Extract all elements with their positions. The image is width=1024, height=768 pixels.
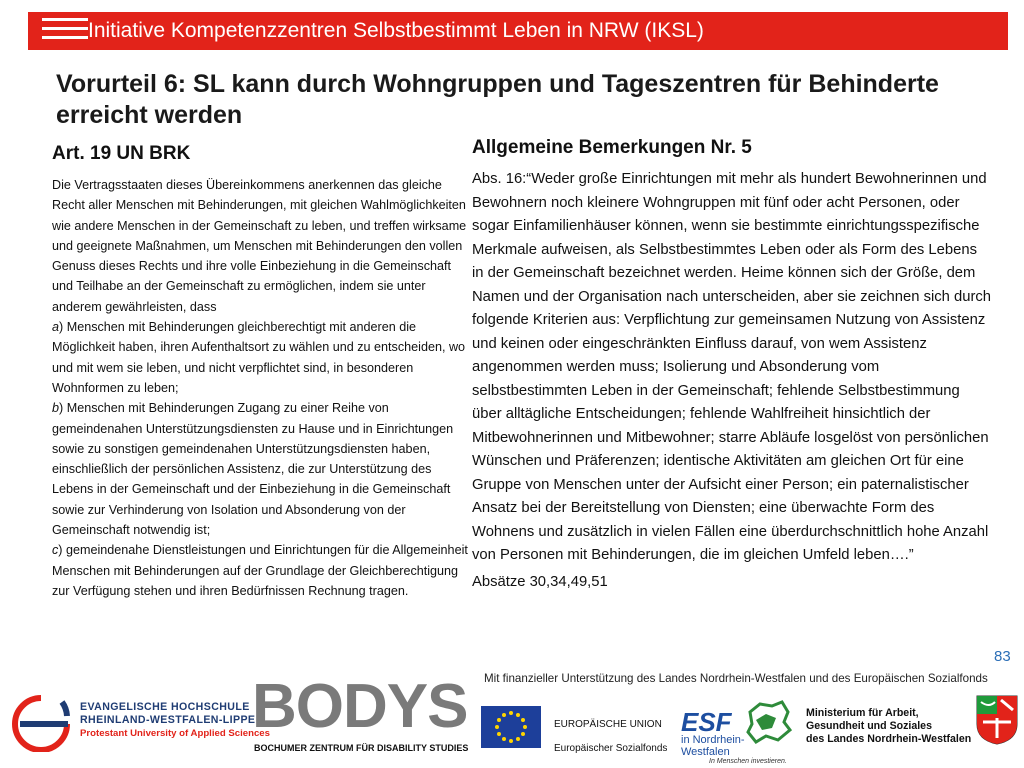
eu-flag-icon [481,706,541,748]
clause-a: a) Menschen mit Behinderungen gleichberechtigt mit anderen die Möglichkeit haben, ihren Aufenthaltsort zu wählen und zu entscheiden, wo und mit wem sie leben, und nicht verpflichtet sind, in besonderen Wohnformen zu leben; [52,320,466,395]
clause-c: c) gemeindenahe Dienstleistungen und Einrichtungen für die Allgemeinheit Menschen mit Behinderungen auf der Grundlage der Gleichberechtigung zur Verfügung stehen und ihren Bedürfnissen Rechnung tragen. [52,543,468,598]
nrw-coat-of-arms-icon [975,694,1019,746]
esf-logo: ESF in Nordrhein- Westfalen In Menschen investieren. [681,707,787,765]
clause-b: b) Menschen mit Behinderungen Zugang zu einer Reihe von gemeindenahen Unterstützungsdiensten zu Hause und in Einrichtungen sowie zu sonstigen gemeindenahen Unterstützungsdiensten haben, einschließlich der persönlichen Assistenz, die zur Unterstützung des Lebens in der Gemeinschaft und der Einbeziehung in die Gemeinschaft sowie zur Verhinderung von Isolation und Absonderung von der Gemeinschaft notwendig ist; [52,401,454,538]
eu-label: EUROPÄISCHE UNION Europäischer Sozialfonds [554,719,668,754]
slide-title: Vorurteil 6: SL kann durch Wohngruppen und Tageszentren für Behinderte erreicht werden [56,70,939,129]
right-column-heading: Allgemeine Bemerkungen Nr. 5 [472,137,752,158]
evh-logo-text: EVANGELISCHE HOCHSCHULE RHEINLAND-WESTFALEN-LIPPE Protestant University of Applied Sciences [80,701,270,739]
evh-logo-icon [8,692,74,752]
header-title: Initiative Kompetenzzentren Selbstbestimmt Leben in NRW (IKSL) [88,19,704,42]
bodys-subtitle: BOCHUMER ZENTRUM FÜR DISABILITY STUDIES [254,743,469,753]
page-number: 83 [994,648,1011,665]
nrw-map-icon [742,700,792,744]
quote-paragraph: Abs. 16:“Weder große Einrichtungen mit mehr als hundert Bewohnerinnen und Bewohnern noch kleinere Wohngruppen mit fünf oder acht Personen, oder sogar Einfamilienhäuser können, wenn sie bestimmte einrichtungsspezifische Merkmale aufweisen, als Selbstbestimmtes Leben oder als Form des Lebens in der Gemeinschaft bezeichnet werden. Heime können sich der Größe, dem Namen und der Organisation nach unterscheiden, aber sie zeichnen sich durch folgende Kriterien aus: Verpflichtung zur gemeinsamen Nutzung von Assistenz und keinen oder eingeschränkten Einfluss darauf, von wem Assistenz angenommen werden muss; Isolierung und Absonderung vom selbstbestimmten Leben in der Gemeinschaft; fehlende Selbstbestimmung über alltägliche Entscheidungen; fehlende Wahlfreiheit hinsichtlich der Mitbewohnerinnen und Mitbewohner; starre Abläufe losgelöst von persönlichen Wünschen und Präferenzen; identische Aktivitäten am gleichen Ort für eine Gruppe von Menschen unter der Aufsicht einer Person; ein paternalistischer Ansatz bei der Bereitstellung von Diensten; eine überwachte Form des Wohnens und zusätzlich in vielen Fällen eine überdurchschnittlich hohe Anzahl von Personen mit Behinderungen, die im gleichen Umfeld leben….” [472,171,992,563]
bodys-logo: BODYS [252,672,468,741]
ministry-label: Ministerium für Arbeit, Gesundheit und Soziales des Landes Nordrhein-Westfalen [806,707,972,745]
left-column-heading: Art. 19 UN BRK [52,143,191,164]
paragraph-references: Absätze 30,34,49,51 [472,573,608,590]
funding-note: Mit finanzieller Unterstützung des Landes Nordrhein-Westfalen und des Europäischen Sozialfonds [484,672,988,685]
general-comment-text [472,168,992,594]
article-19-text [52,175,468,601]
intro-paragraph: Die Vertragsstaaten dieses Übereinkommens anerkennen das gleiche Recht aller Menschen mit Behinderungen, mit gleichen Wahlmöglichkeiten wie andere Menschen in der Gemeinschaft zu leben, und treffen wirksame und geeignete Maßnahmen, um Menschen mit Behinderungen den vollen Genuss dieses Rechts und ihre volle Einbeziehung in die Gemeinschaft und Teilhabe an der Gemeinschaft zu ermöglichen, indem sie unter anderem gewährleisten, dass [52,178,467,314]
menu-lines-icon [42,16,88,46]
header-bar [28,12,1008,50]
